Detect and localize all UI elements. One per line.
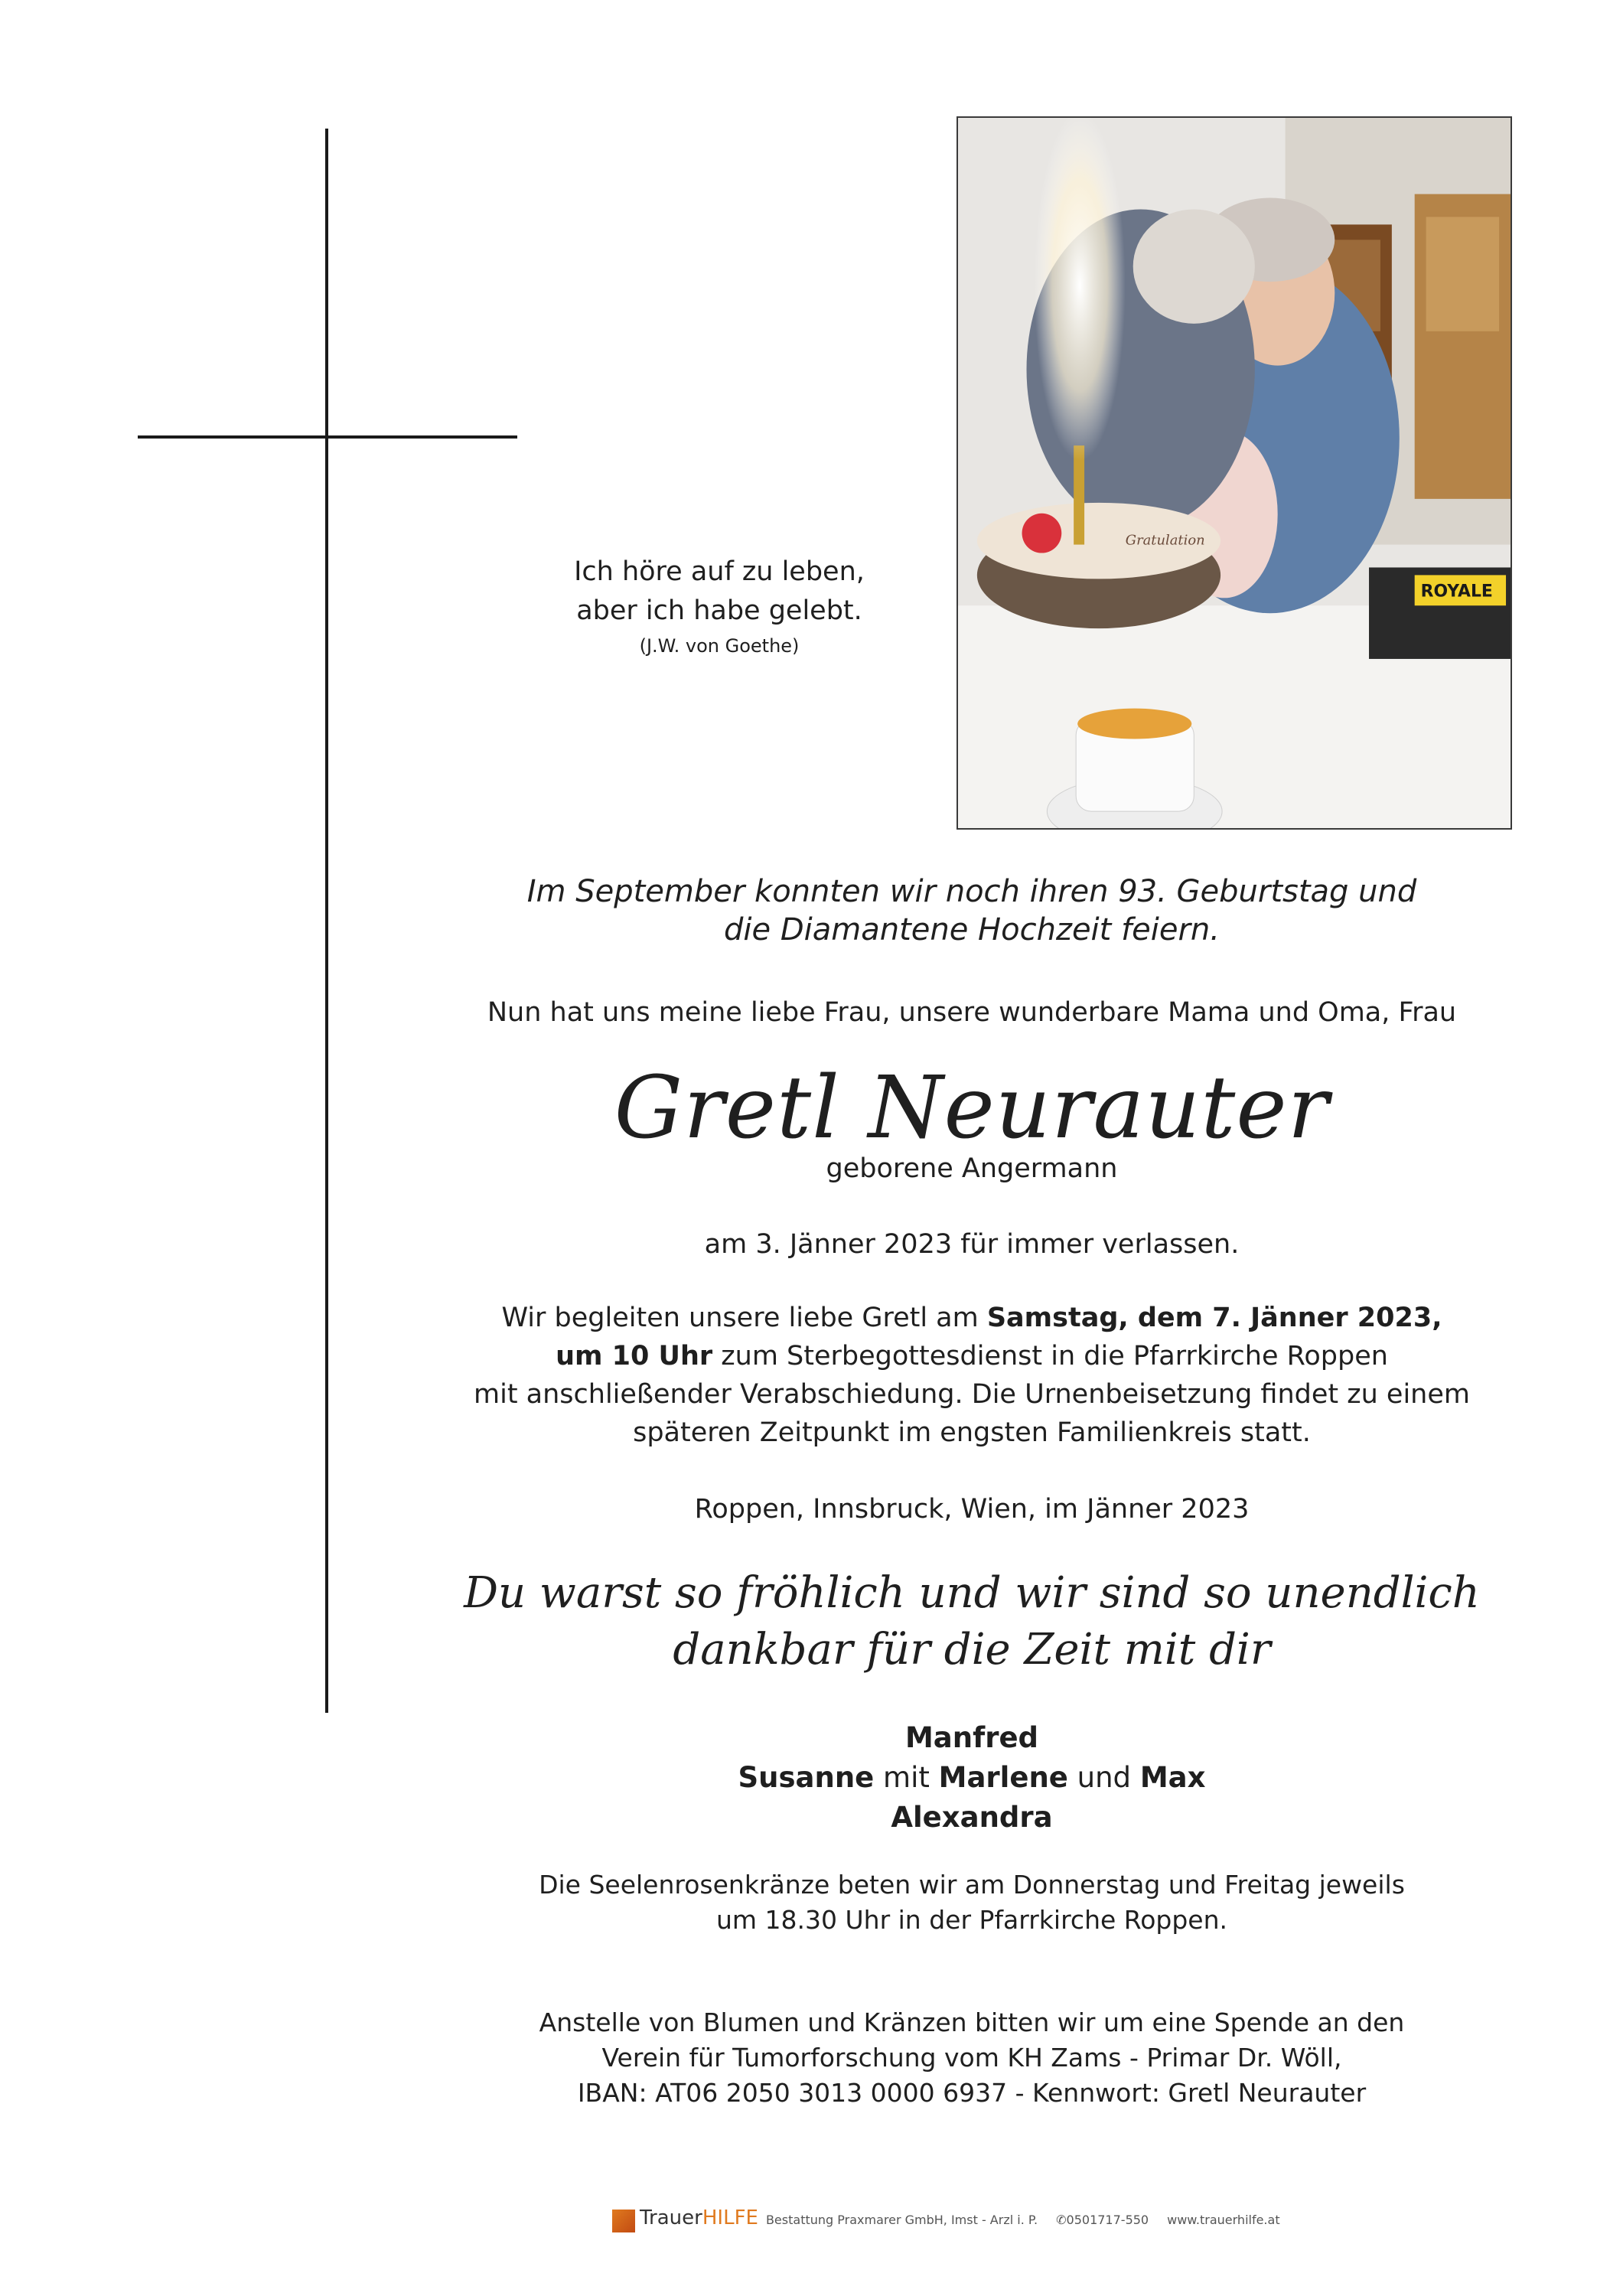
goethe-quote — [520, 553, 918, 661]
service-details — [413, 1299, 1530, 1452]
service-line-2-text: zum Sterbegottesdienst in die Pfarrkirche Roppen — [712, 1341, 1388, 1371]
connector-text: mit — [874, 1761, 939, 1794]
photo-illustration — [958, 118, 1511, 828]
place-and-date: Roppen, Innsbruck, Wien, im Jänner 2023 — [694, 1494, 1250, 1525]
bag-label-text: ROYALE — [1420, 582, 1493, 602]
date-of-death: am 3. Jänner 2023 für immer verlassen. — [704, 1229, 1240, 1260]
maiden-name: geborene Angermann — [826, 1153, 1118, 1184]
mourner-alexandra — [413, 1798, 1530, 1838]
donation-line-3: IBAN: AT06 2050 3013 0000 6937 - Kennwort: Gretl Neurauter — [577, 2078, 1367, 2108]
intro-text — [413, 872, 1530, 949]
sparkler-flame — [1034, 118, 1125, 461]
rosary-line-2: um 18.30 Uhr in der Pfarrkirche Roppen. — [715, 1905, 1228, 1935]
service-date: Samstag, dem 7. Jänner 2023, — [986, 1303, 1442, 1333]
service-line-4: späteren Zeitpunkt im engsten Familienkreis statt. — [633, 1417, 1311, 1448]
company-name: Bestattung Praxmarer GmbH, Imst - Arzl i. P. — [765, 2213, 1038, 2227]
quote-line-2: aber ich habe gelebt. — [576, 595, 862, 626]
donation-line-1: Anstelle von Blumen und Kränzen bitten wir um eine Spende an den — [539, 2007, 1405, 2037]
intro-line-2: die Diamantene Hochzeit feiern. — [724, 912, 1220, 947]
brand-name — [640, 2206, 758, 2229]
deceased-name: Gretl Neurauter — [614, 1058, 1330, 1158]
trauerhilfe-logo-icon — [612, 2210, 635, 2232]
mourner-name: Max — [1139, 1761, 1206, 1794]
door-panel — [1426, 217, 1499, 331]
rosary-notice — [413, 1867, 1530, 1938]
donation-notice — [413, 2005, 1530, 2111]
motto-text — [413, 1565, 1530, 1678]
cup-contents — [1077, 709, 1191, 739]
motto-line-1: Du warst so fröhlich und wir sind so unendlich — [464, 1568, 1480, 1618]
service-line-1-text: Wir begleiten unsere liebe Gretl am — [501, 1303, 987, 1333]
motto-line-2: dankbar für die Zeit mit dir — [673, 1625, 1271, 1675]
portrait-photo — [957, 116, 1512, 830]
quote-source: (J.W. von Goethe) — [639, 635, 800, 657]
mourner-name: Susanne — [738, 1761, 875, 1794]
mourner-susanne-line — [413, 1758, 1530, 1798]
cross-vertical-bar — [325, 129, 328, 1713]
footer-bar — [612, 2203, 1377, 2233]
mourner-name: Manfred — [904, 1721, 1039, 1754]
service-line-2 — [413, 1337, 1530, 1375]
brand-part-1: Trauer — [640, 2206, 702, 2229]
quote-line-1: Ich höre auf zu leben, — [574, 556, 865, 587]
service-line-3: mit anschließender Verabschiedung. Die Urnenbeisetzung findet zu einem — [474, 1379, 1470, 1410]
brand-part-2: HILFE — [702, 2206, 758, 2229]
intro-line-1: Im September konnten wir noch ihren 93. Geburtstag und — [526, 874, 1417, 909]
lead-text: Nun hat uns meine liebe Frau, unsere wunderbare Mama und Oma, Frau — [487, 997, 1457, 1028]
cross-horizontal-bar — [138, 435, 517, 439]
cake-writing: Gratulation — [1125, 532, 1205, 549]
mourner-name: Alexandra — [891, 1801, 1053, 1834]
mourner-manfred — [413, 1718, 1530, 1758]
family-mourners — [413, 1718, 1530, 1838]
man-hair — [1133, 209, 1255, 323]
phone-number: ✆0501717-550 — [1056, 2213, 1149, 2227]
website-link[interactable]: www.trauerhilfe.at — [1167, 2213, 1280, 2227]
connector-text: und — [1067, 1761, 1140, 1794]
mourner-name: Marlene — [938, 1761, 1068, 1794]
service-line-1 — [413, 1299, 1530, 1337]
rosary-line-1: Die Seelenrosenkränze beten wir am Donnerstag und Freitag jeweils — [539, 1870, 1405, 1900]
donation-line-2: Verein für Tumorforschung vom KH Zams - Primar Dr. Wöll, — [601, 2043, 1342, 2073]
cake-rose — [1022, 514, 1062, 553]
service-time: um 10 Uhr — [556, 1341, 713, 1371]
